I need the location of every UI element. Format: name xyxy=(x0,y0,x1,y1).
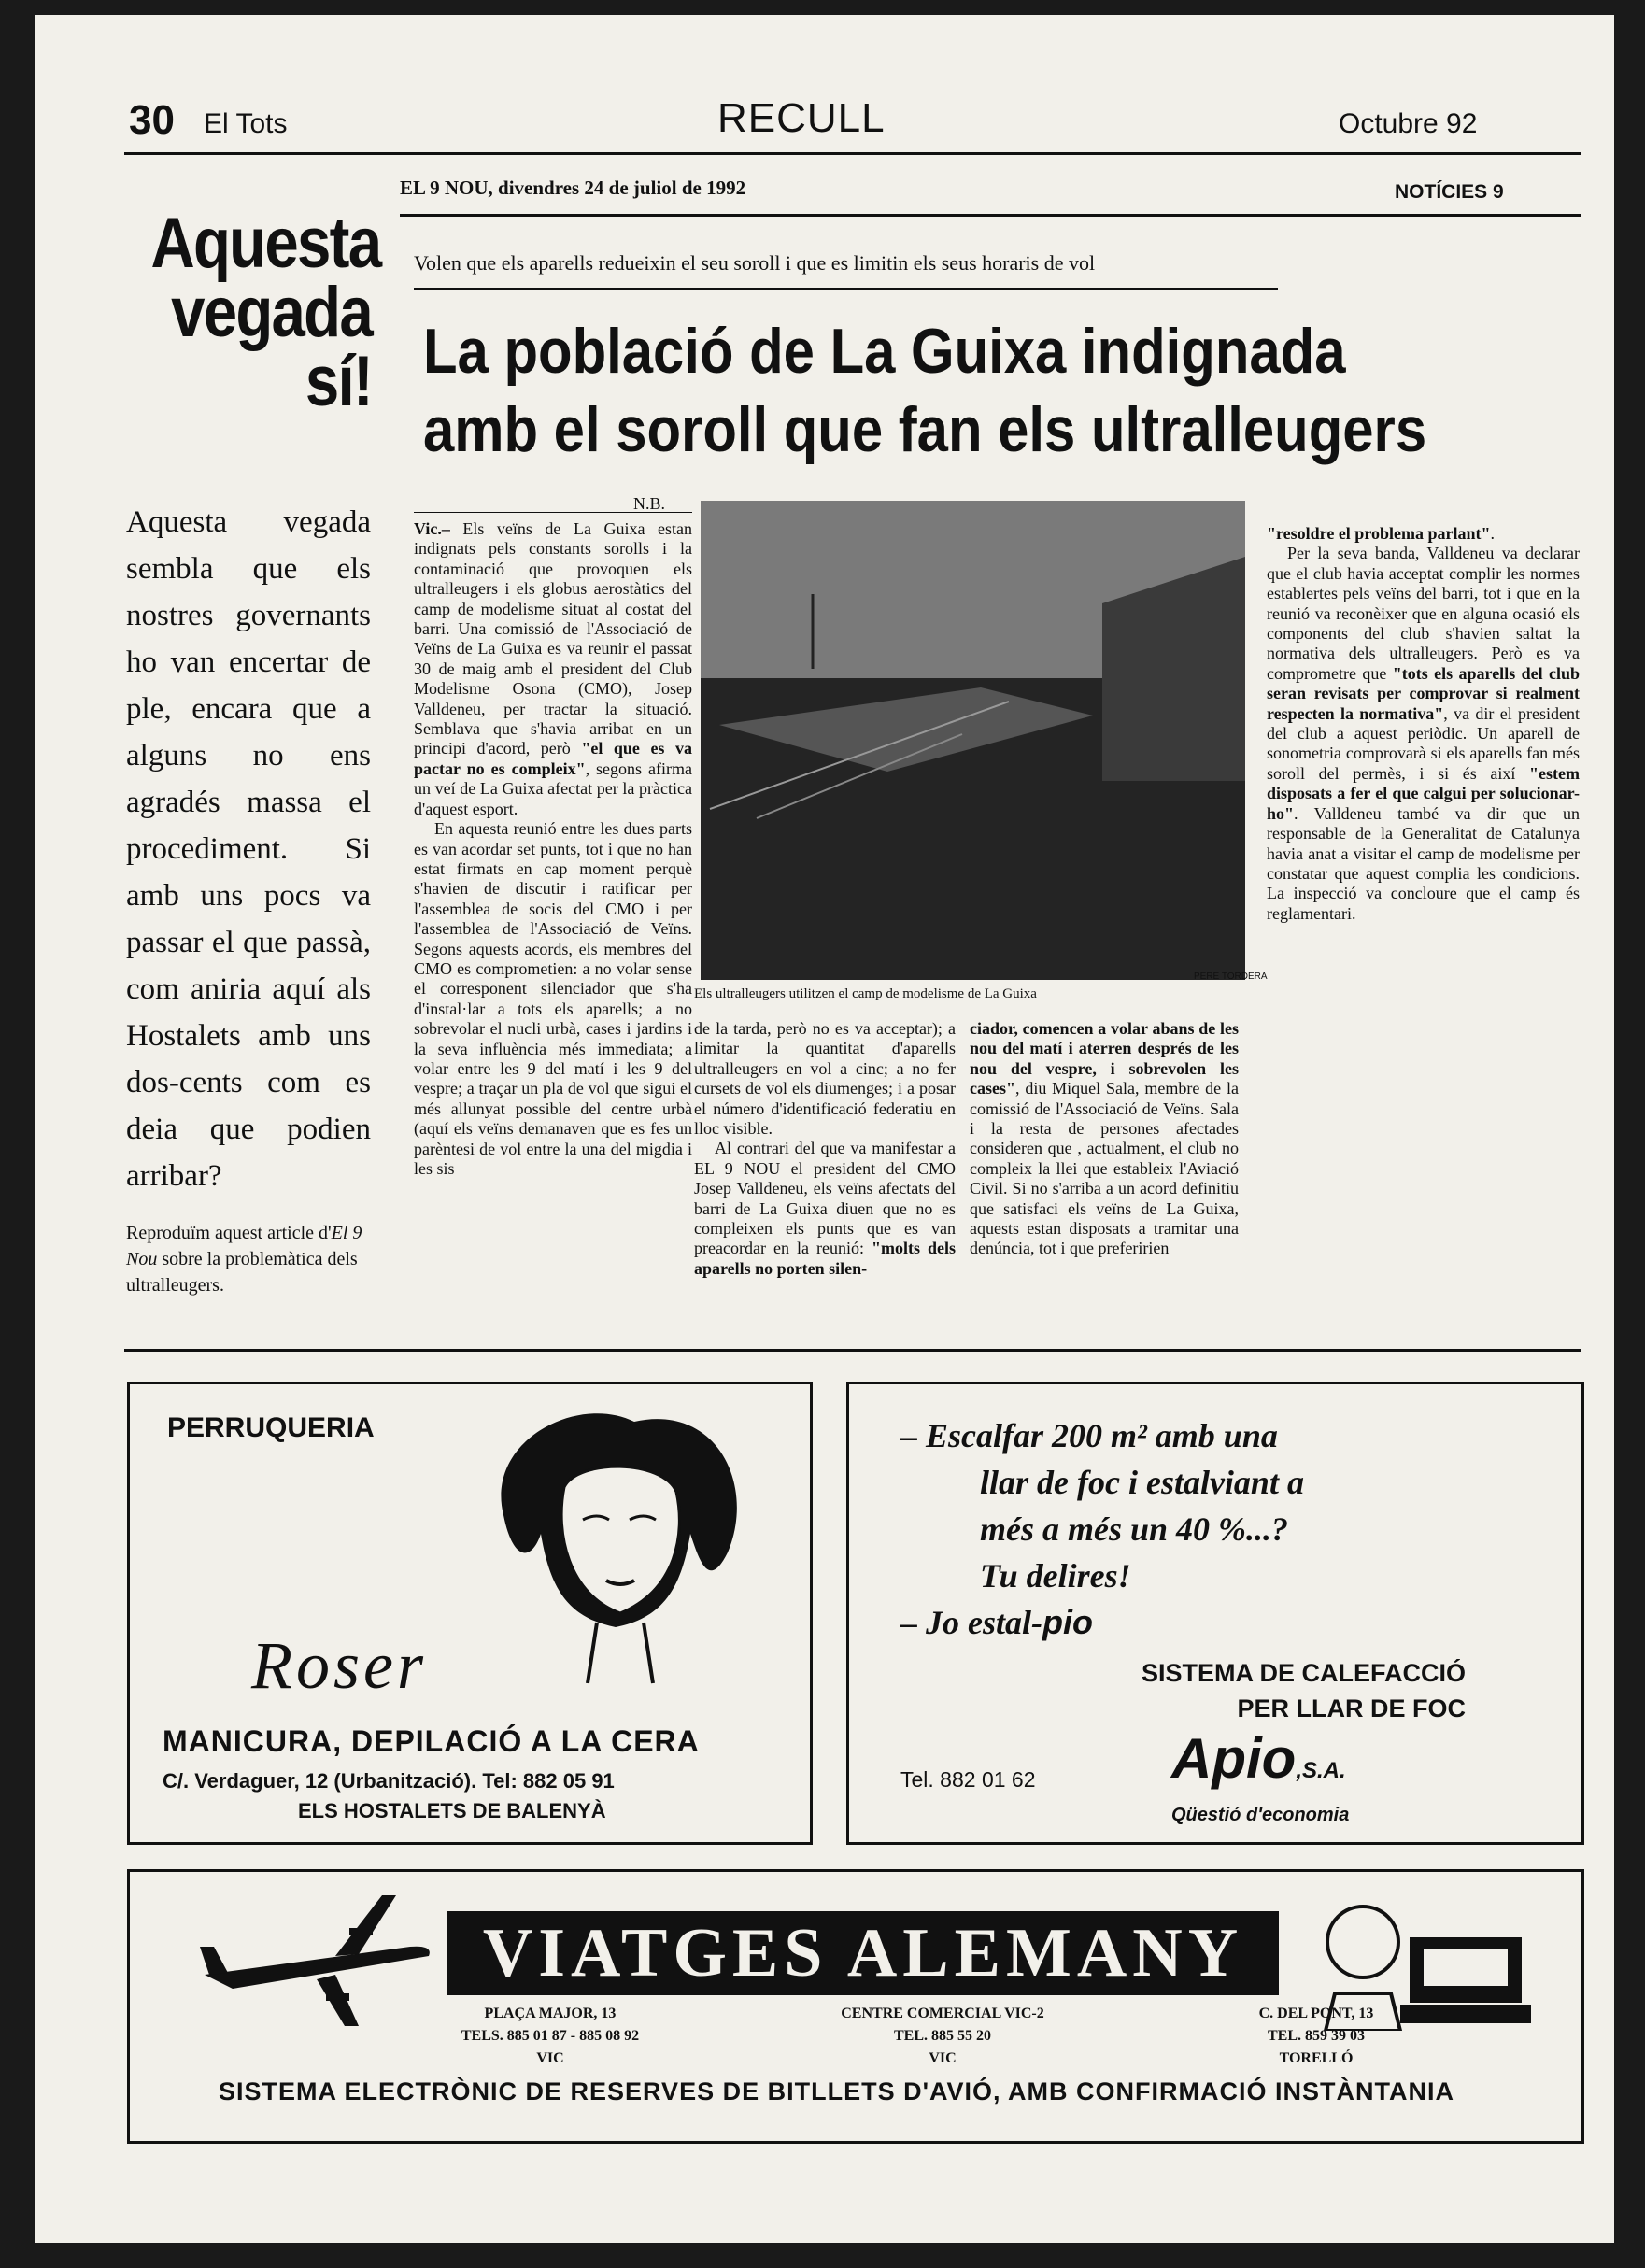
clip-source: EL 9 NOU, divendres 24 de juliol de 1992 xyxy=(400,177,746,199)
text: Els veïns de La Guixa estan indignats pels constants sorolls i la contaminació que provoquen els ultralleugers i els globus aerostàtics del camp de modelisme situat al costat del barri. Una comissió de l'Associació de Veïns de La Guixa es va reunir el passat 30 de maig amb el president del Club Modelisme Osona (CMO), Josep Valldeneu, per tractar la situació. Semblava que s'havia arribat en un principi d'acord, però xyxy=(414,519,692,758)
note-text: sobre la problemàtica dels ultralleugers. xyxy=(126,1249,358,1296)
location-phone: TELS. 885 01 87 - 885 08 92 xyxy=(461,2028,640,2044)
agency-name-banner: VIATGES ALEMANY xyxy=(447,1911,1279,1995)
paragraph: de la tarda, però no es va acceptar); a limitar la quantitat d'aparells ultralleugers en vol a cinc; a no fer cursets de vol els diumenges; i a posar el número d'identificació federatiu en lloc visible. xyxy=(694,1019,956,1139)
issue-date: Octubre 92 xyxy=(1339,108,1478,139)
publication-name: El Tots xyxy=(204,108,288,139)
sidebar-body: Aquesta vegada sembla que els nostres governants ho van encertar de ple, encara que a alguns no ens agradés massa el procediment. Si amb uns pocs va passar el que passà, com aniria aquí als Hostalets amb uns dos-cents com es deia que podien arribar? xyxy=(126,505,371,1193)
ad-viatges-alemany xyxy=(127,1869,1584,2144)
location-torello xyxy=(1176,2003,1456,2070)
article-column-1 xyxy=(414,519,692,1179)
article-column-2 xyxy=(694,1019,956,1279)
location-phone: TEL. 859 39 03 xyxy=(1267,2028,1365,2044)
paragraph: En aquesta reunió entre les dues parts es van acordar set punts, tot i que no han estat firmats en cap moment perquè s'havien de discutir i ratificar per l'assemblea de socis del CMO i per l'assemblea de l'Associació de Veïns. Segons aquests acords, els membres del CMO es comprometien: a no volar sense el corresponent silenciador que s'ha d'instal·lar a tots els aparells; a no sobrevolar el nucli urbà, cases i jardins i la seva influència més immediata; a volar entre les 9 del matí i les 9 del vespre; a traçar un pla de vol que sigui el més allunyat possible del centre urbà (aquí els veïns demanaven que es fes un parèntesi de vol entre la una del migdia i les sis xyxy=(414,819,692,1178)
article-photo xyxy=(701,501,1245,980)
text: , diu Miquel Sala, membre de la comissió de l'Associació de Veïns. Sala i la resta de persones afectades consideren que , actualment, el club no compleix la llei que estableix l'Aviació Civil. Si no s'arriba a un acord definitiu que satisfaci els veïns de La Guixa, aquests estan disposats a tramitar una denúncia, tot i que preferirien xyxy=(970,1079,1239,1258)
article-bottom-rule xyxy=(124,1349,1581,1352)
quote: ciador, comencen a volar abans de les nou del matí i aterren després de les nou del vespre, i sobrevolen les cases" xyxy=(970,1019,1239,1099)
brand-suffix: ,S.A. xyxy=(1296,1758,1346,1783)
photo-credit: PERE TORDERA xyxy=(1194,971,1268,982)
sidebar-title-line: vegada xyxy=(171,273,372,352)
location-phone: TEL. 885 55 20 xyxy=(893,2028,991,2044)
ad-title: PERRUQUERIA xyxy=(167,1412,375,1443)
kicker-rule xyxy=(414,288,1278,290)
ad-services: MANICURA, DEPILACIÓ A LA CERA xyxy=(163,1724,700,1758)
text: Al contrari del que va manifestar a EL 9 NOU el president del CMO Josep Valldeneu, els veïns afectats del barri de La Guixa diuen que no es compleixen els punts que es van preacordar en la reunió: xyxy=(694,1139,956,1258)
text: . xyxy=(1490,524,1495,543)
quote: "molts dels aparells no porten silen- xyxy=(694,1239,956,1278)
clip-header-divider xyxy=(400,214,1581,217)
sidebar-title-line: Aquesta xyxy=(150,204,381,283)
dateline: Vic.– xyxy=(414,519,450,538)
ad-address: C/. Verdaguer, 12 (Urbanització). Tel: 882 05 91 xyxy=(163,1769,615,1793)
photo-caption: Els ultralleugers utilitzen el camp de modelisme de La Guixa xyxy=(694,986,1037,1001)
ad-phone: Tel. 882 01 62 xyxy=(900,1767,1036,1792)
slogan-line: més a més un 40 %...? xyxy=(980,1510,1289,1548)
paragraph xyxy=(414,519,692,819)
article-column-4 xyxy=(1267,524,1580,924)
ad-town: ELS HOSTALETS DE BALENYÀ xyxy=(298,1799,606,1822)
location-town: VIC xyxy=(536,2050,564,2066)
text: Per la seva banda, Valldeneu va declarar que el club havia acceptat complir les normes establertes pels veïns del barri, tot i que en la reunió va reconèixer que en alguna ocasió els components del club s'havien saltat la normativa dels ultralleugers. Però es va comprometre que xyxy=(1267,544,1580,683)
text: , segons afirma un veí de La Guixa afectat per la pràctica d'aquest esport. xyxy=(414,758,692,818)
sidebar-title-line: sí! xyxy=(305,342,372,421)
quote: "tots els aparells del club seran revisats per comprovar si realment respecten la normativa" xyxy=(1267,663,1580,723)
ad-locations xyxy=(410,2003,1484,2077)
apio-logo xyxy=(1171,1726,1346,1791)
slogan-line: – Escalfar 200 m² amb una xyxy=(900,1417,1278,1454)
article-column-3 xyxy=(970,1019,1239,1259)
location-address: PLAÇA MAJOR, 13 xyxy=(484,2006,617,2021)
ad-tagline: Qüestió d'economia xyxy=(1171,1805,1350,1825)
ad-perruqueria xyxy=(127,1382,813,1845)
location-town: TORELLÓ xyxy=(1279,2050,1354,2066)
airplane-icon xyxy=(195,1891,438,2031)
system-line: SISTEMA DE CALEFACCIÓ xyxy=(1141,1659,1466,1687)
quote: "estem disposats a fer el que calgui per solucionar-ho" xyxy=(1267,763,1580,823)
location-address: C. DEL PONT, 13 xyxy=(1258,2006,1374,2021)
note-reference: El 9 Nou xyxy=(126,1223,362,1269)
article-headline xyxy=(423,312,1447,469)
ad-system xyxy=(1120,1655,1466,1726)
woman-portrait-illustration xyxy=(475,1403,756,1702)
location-vic-centre xyxy=(802,2003,1083,2070)
text: , va dir el president del club a aquest periòdic. Un aparell de sonometria comprovarà si els aparells fan més soroll del permès, i si és així xyxy=(1267,703,1580,783)
location-town: VIC xyxy=(929,2050,957,2066)
paragraph xyxy=(1267,544,1580,924)
location-vic-plaça xyxy=(410,2003,690,2070)
sidebar-note xyxy=(126,1220,371,1298)
quote: "el que es va pactar no es compleix" xyxy=(414,739,692,778)
system-line: PER LLAR DE FOC xyxy=(1237,1694,1466,1722)
paragraph xyxy=(694,1139,956,1279)
note-text: Reproduïm aquest article d' xyxy=(126,1223,332,1243)
paragraph xyxy=(970,1019,1239,1259)
header-divider xyxy=(124,152,1581,155)
clip-section: NOTÍCIES 9 xyxy=(1395,181,1504,203)
headline-line: amb el soroll que fan els ultralleugers xyxy=(423,394,1427,465)
article-kicker: Volen que els aparells redueixin el seu soroll i que es limitin els seus horaris de vol xyxy=(414,251,1096,275)
slogan-text: – Jo estal- xyxy=(900,1604,1042,1641)
quote: "resoldre el problema parlant" xyxy=(1267,524,1491,543)
byline: N.B. xyxy=(633,494,666,513)
location-address: CENTRE COMERCIAL VIC-2 xyxy=(841,2006,1044,2021)
ad-tagline: SISTEMA ELECTRÒNIC DE RESERVES DE BITLLETS D'AVIÓ, AMB CONFIRMACIÓ INSTÀNTANIA xyxy=(219,2077,1454,2105)
slogan-line: Tu delires! xyxy=(980,1557,1131,1595)
slogan-brand: pio xyxy=(1042,1603,1093,1641)
ultralight-photo-illustration xyxy=(701,501,1245,980)
slogan-line xyxy=(900,1599,1304,1646)
ad-slogan xyxy=(900,1412,1304,1646)
headline-line: La població de La Guixa indignada xyxy=(423,316,1346,387)
magazine-page xyxy=(35,15,1614,2243)
section-title: RECULL xyxy=(717,95,886,141)
paragraph xyxy=(1267,524,1580,544)
page-number: 30 xyxy=(129,97,175,143)
text: . Valldeneu també va dir que un responsable de la Generalitat de Catalunya havia anat a visitar el camp de modelisme per constatar que aquest complia les condicions. La inspecció va concloure que el camp és reglamentari. xyxy=(1267,803,1580,923)
slogan-line: llar de foc i estalviant a xyxy=(980,1464,1304,1501)
ad-apio xyxy=(846,1382,1584,1845)
sidebar-title xyxy=(150,204,381,421)
salon-logo: Roser xyxy=(251,1628,427,1703)
brand-name: Apio xyxy=(1171,1727,1297,1790)
